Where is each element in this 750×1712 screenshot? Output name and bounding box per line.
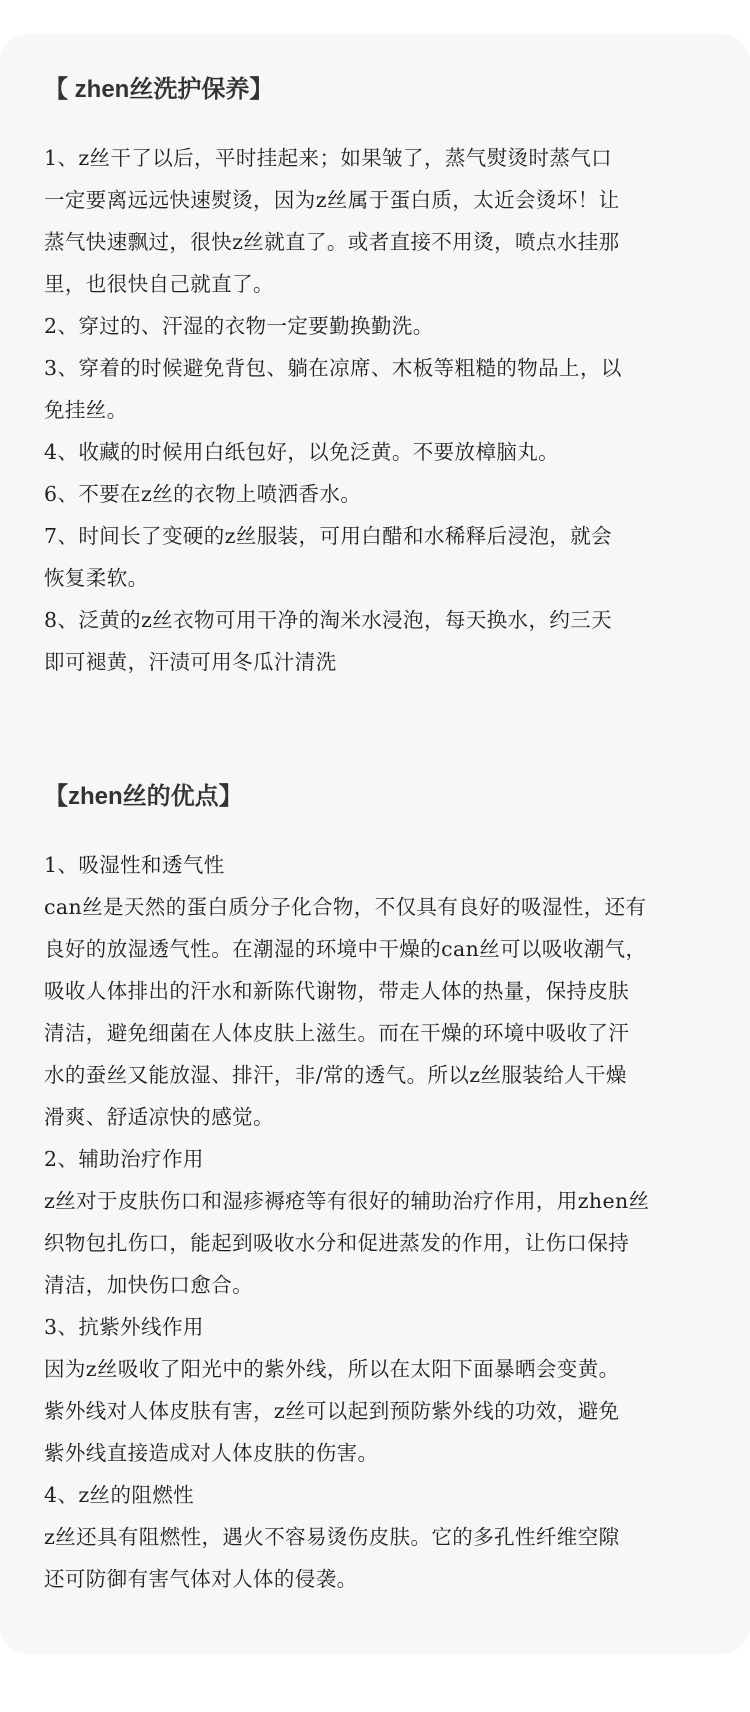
- care-section: [44, 74, 734, 683]
- advantages-line: 织物包扎伤口，能起到吸收水分和促进蒸发的作用，让伤口保持: [44, 1231, 630, 1255]
- advantages-line: 1、吸湿性和透气性: [44, 853, 225, 877]
- care-line: 里，也很快自己就直了。: [44, 272, 274, 296]
- advantages-line: 2、辅助治疗作用: [44, 1147, 204, 1171]
- advantages-line: 良好的放湿透气性。在潮湿的环境中干燥的can丝可以吸收潮气，: [44, 937, 647, 961]
- care-line: 1、z丝干了以后，平时挂起来；如果皱了，蒸气熨烫时蒸气口: [44, 146, 613, 170]
- care-line: 8、泛黄的z丝衣物可用干净的淘米水浸泡，每天换水，约三天: [44, 608, 613, 632]
- advantages-paragraph: [44, 844, 734, 1600]
- care-line: 2、穿过的、汗湿的衣物一定要勤换勤洗。: [44, 314, 434, 338]
- advantages-line: 清洁，加快伤口愈合。: [44, 1273, 253, 1297]
- care-line: 3、穿着的时候避免背包、躺在凉席、木板等粗糙的物品上，以: [44, 356, 622, 380]
- care-line: 4、收藏的时候用白纸包好，以免泛黄。不要放樟脑丸。: [44, 440, 560, 464]
- advantages-line: z丝对于皮肤伤口和湿疹褥疮等有很好的辅助治疗作用，用zhen丝: [44, 1189, 650, 1213]
- care-line: 即可褪黄，汗渍可用冬瓜汁清洗: [44, 650, 337, 674]
- care-line: 7、时间长了变硬的z丝服装，可用白醋和水稀释后浸泡，就会: [44, 524, 613, 548]
- advantages-line: can丝是天然的蛋白质分子化合物，不仅具有良好的吸湿性，还有: [44, 895, 647, 919]
- advantages-line: 紫外线对人体皮肤有害，z丝可以起到预防紫外线的功效，避免: [44, 1399, 620, 1423]
- content-card: [0, 34, 750, 1654]
- care-line: 免挂丝。: [44, 398, 128, 422]
- advantages-heading: 【zhen丝的优点】: [44, 783, 243, 810]
- advantages-line: z丝还具有阻燃性，遇火不容易烫伤皮肤。它的多孔性纤维空隙: [44, 1525, 620, 1549]
- care-line: 恢复柔软。: [44, 566, 149, 590]
- advantages-line: 紫外线直接造成对人体皮肤的伤害。: [44, 1441, 379, 1465]
- care-heading: 【 zhen丝洗护保养】: [44, 76, 274, 103]
- care-line: 一定要离远远快速熨烫，因为z丝属于蛋白质，太近会烫坏！让: [44, 188, 620, 212]
- advantages-line: 4、z丝的阻燃性: [44, 1483, 195, 1507]
- care-line: 蒸气快速飘过，很快z丝就直了。或者直接不用烫，喷点水挂那: [44, 230, 620, 254]
- advantages-line: 水的蚕丝又能放湿、排汗，非/常的透气。所以z丝服装给人干燥: [44, 1063, 627, 1087]
- care-line: 6、不要在z丝的衣物上喷洒香水。: [44, 482, 362, 506]
- advantages-line: 清洁，避免细菌在人体皮肤上滋生。而在干燥的环境中吸收了汗: [44, 1021, 630, 1045]
- care-paragraph: [44, 137, 734, 683]
- advantages-line: 因为z丝吸收了阳光中的紫外线，所以在太阳下面暴晒会变黄。: [44, 1357, 620, 1381]
- advantages-line: 3、抗紫外线作用: [44, 1315, 204, 1339]
- advantages-line: 吸收人体排出的汗水和新陈代谢物，带走人体的热量，保持皮肤: [44, 979, 630, 1003]
- advantages-line: 滑爽、舒适凉快的感觉。: [44, 1105, 274, 1129]
- advantages-line: 还可防御有害气体对人体的侵袭。: [44, 1567, 358, 1591]
- advantages-section: [44, 781, 734, 1600]
